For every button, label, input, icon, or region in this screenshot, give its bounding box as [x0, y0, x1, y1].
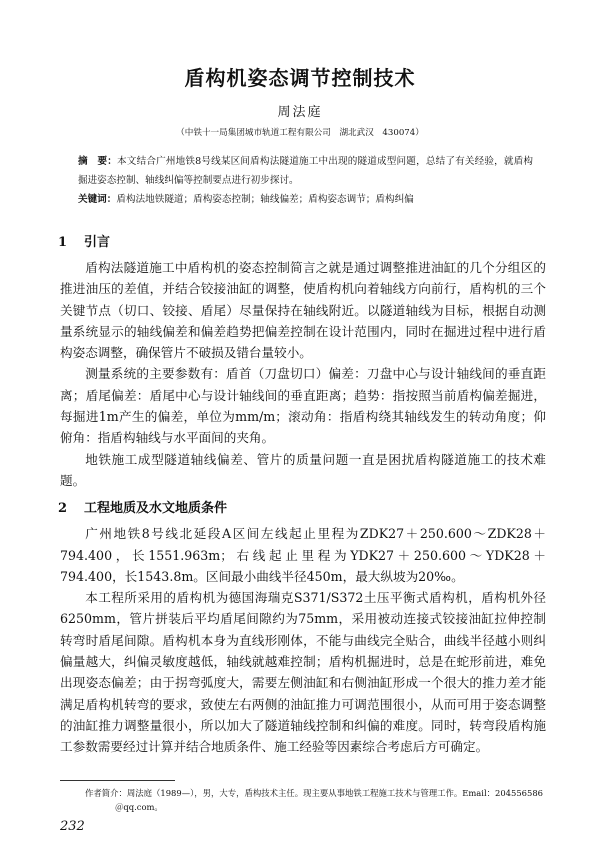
keywords-label: 关键词： [78, 194, 117, 205]
paragraph: 测量系统的主要参数有：盾首（刀盘切口）偏差：刀盘中心与设计轴线间的垂直距离；盾尾偏差：盾尾中心与设计轴线间的垂直距离；趋势：指按照当前盾构偏差掘进，每掘进1m产生的偏差，单位为mm/m；滚动角：指盾构绕其轴线发生的转动角度；仰俯角：指盾构轴线与水平面间的夹角。 [60, 366, 546, 446]
section-heading-2 [58, 499, 600, 519]
paragraph: 本工程所采用的盾构机为德国海瑞克S371/S372土压平衡式盾构机，盾构机外径6250mm，管片拼装后平均盾尾间隙约为75mm，采用被动连接式铰接油缸拉伸控制转弯时盾尾间隙。盾构机本身为直线形刚体，不能与曲线完全贴合，曲线半径越小则纠偏量越大，纠偏灵敏度越低，轴线就越难控制；盾构机掘进时，总是在蛇形前进，难免出现姿态偏差；由于拐弯弧度大，需要左侧油缸和右侧油缸形成一个很大的推力差才能满足盾构机转弯的要求，致使左右两侧的油缸推力可调范围很小，从而可用于姿态调整的油缸推力调整量很小，所以加大了隧道轴线控制和纠偏的难度。同时，转弯段盾构施工参数需要经过计算并结合地质条件、施工经验等因素综合考虑后方可确定。 [60, 590, 546, 755]
page-number: 232 [60, 818, 85, 834]
abstract-label: 摘 要： [78, 156, 118, 167]
paragraph: 地铁施工成型隧道轴线偏差、管片的质量问题一直是困扰盾构隧道施工的技术难题。 [60, 451, 546, 488]
author-name: 周法庭 [277, 105, 323, 120]
keywords [78, 190, 533, 209]
paragraph: 盾构法隧道施工中盾构机的姿态控制简言之就是通过调整推进油缸的几个分组区的推进油压的差值，并结合铰接油缸的调整，使盾构机向着轴线方向前行，盾构机的三个关键节点（切口、铰接、盾尾）尽量保持在轴线附近。以隧道轴线为目标，根据自动测量系统显示的轴线偏差和偏差趋势把偏差控制在设计范围内，同时在掘进过程中进行盾构姿态调整，确保管片不破损及错台量较小。 [60, 260, 546, 361]
paper-title: 盾构机姿态调节控制技术 [184, 66, 416, 90]
section-2-body [60, 523, 546, 757]
section-number: 2 [58, 501, 68, 517]
affiliation: （中铁十一局集团城市轨道工程有限公司 湖北武汉 430074） [176, 128, 424, 138]
section-1-body [60, 257, 546, 491]
section-number: 1 [58, 235, 68, 250]
footnote [85, 786, 545, 814]
footnote-divider [60, 780, 175, 781]
footnote-line: ＠qq.com。 [115, 801, 163, 812]
abstract [78, 152, 533, 190]
section-title: 引言 [84, 235, 111, 250]
section-heading-1 [58, 233, 600, 253]
keywords-text: 盾构法地铁隧道；盾构姿态控制；轴线偏差；盾构姿态调节；盾构纠偏 [116, 194, 414, 205]
paragraph: 广州地铁8号线北延段A区间左线起止里程为ZDK27＋250.600～ZDK28＋794.400，长1551.963m；右线起止里程为YDK27＋250.600～YDK28＋794.400，长1543.8m。区间最小曲线半径450m，最大纵坡为20‰。 [60, 526, 546, 584]
footnote-line: 作者简介：周法庭（1989—），男，大专，盾构技术主任。现主要从事地铁工程施工技术与管理工作。Email：204556586 [85, 787, 543, 798]
section-title: 工程地质及水文地质条件 [84, 501, 228, 517]
abstract-text: 本文结合广州地铁8号线某区间盾构法隧道施工中出现的隧道成型问题，总结了有关经验，就盾构掘进姿态控制、轴线纠偏等控制要点进行初步探讨。 [78, 156, 534, 186]
